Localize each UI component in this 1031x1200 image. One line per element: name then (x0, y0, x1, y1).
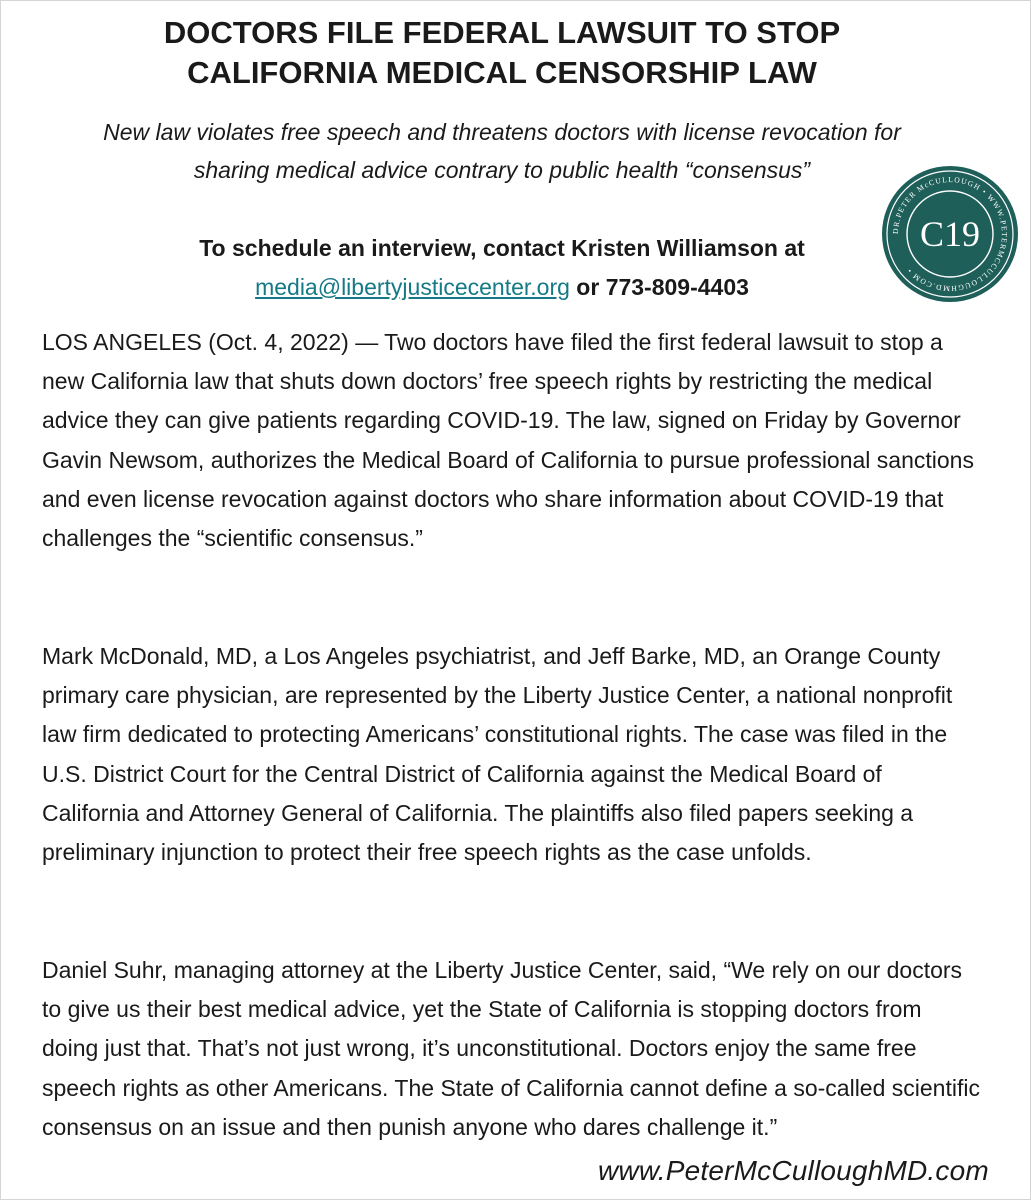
contact-intro: To schedule an interview, contact Kristen Williamson at (199, 235, 805, 261)
paragraph-1: LOS ANGELES (Oct. 4, 2022) — Two doctors have filed the first federal lawsuit to stop a new California law that shuts down doctors’ free speech rights by restricting the medical advice they can give patients regarding COVID-19. The law, signed on Friday by Governor Gavin Newsom, authorizes the Medical Board of California to pursue professional sanctions and even license revocation against doctors who share information about COVID-19 that challenges the “scientific consensus.” (42, 329, 974, 552)
paragraph-2: Mark McDonald, MD, a Los Angeles psychiatrist, and Jeff Barke, MD, an Orange County primary care physician, are represented by the Liberty Justice Center, a national nonprofit law firm dedicated to protecting Americans’ constitutional rights. The case was filed in the U.S. District Court for the Central District of California against the Medical Board of California and Attorney General of California. The plaintiffs also filed papers seeking a preliminary injunction to protect their free speech rights as the case unfolds. (42, 643, 953, 866)
headline (1, 13, 1003, 93)
phone-number: 773-809-4403 (605, 274, 749, 300)
logo-ring-text: DR.PETER McCULLOUGH • WWW.PETERMCCULLOUGHMD.COM • (890, 174, 1010, 294)
website-watermark: www.PeterMcCulloughMD.com (598, 1155, 989, 1186)
subheadline-line-1: New law violates free speech and threatens doctors with license revocation for (103, 119, 901, 145)
email-link[interactable]: media@libertyjusticecenter.org (255, 274, 570, 300)
contact-block (1, 229, 1003, 307)
contact-line (1, 268, 1003, 307)
paragraph-3: Daniel Suhr, managing attorney at the Liberty Justice Center, said, “We rely on our doctors to give us their best medical advice, yet the State of California is stopping doctors from doing just that. That’s not just wrong, it’s unconstitutional. Doctors enjoy the same free speech rights as other Americans. The State of California cannot define a so-called scientific consensus on an issue and then punish anyone who dares challenge it.” (42, 957, 980, 1140)
subheadline-line-2: sharing medical advice contrary to public health “consensus” (193, 157, 811, 183)
subheadline (1, 113, 1003, 189)
contact-or: or (569, 274, 606, 300)
headline-line-2: CALIFORNIA MEDICAL CENSORSHIP LAW (187, 55, 817, 90)
headline-line-1: DOCTORS FILE FEDERAL LAWSUIT TO STOP (163, 15, 841, 50)
logo-center-text: C19 (919, 214, 981, 254)
